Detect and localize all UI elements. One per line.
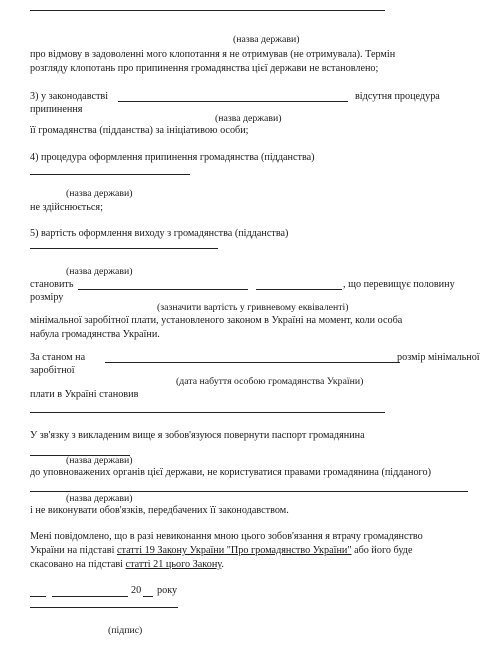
cost-caption: (зазначити вартість у гривневому еквіваленті): [157, 302, 349, 313]
article-19-link[interactable]: статті 19 Закону України "Про громадянство України": [116, 545, 352, 556]
cost-prefix: становить: [30, 279, 74, 290]
blank-line: [30, 491, 468, 492]
blank-line: [30, 412, 385, 413]
notice-line-3: скасовано на підставі статті 21 цього Закону.: [30, 559, 224, 570]
asof-suffix: розмір мінімальної: [397, 352, 480, 363]
state-caption: (назва держави): [66, 188, 133, 199]
cost-line-2: розміру: [30, 292, 64, 303]
blank-line: [30, 248, 218, 249]
blank-line: [30, 10, 385, 11]
item-3-prefix: 3) у законодавстві: [30, 91, 109, 102]
cost-line-3: мінімальної заробітної плати, установленого законом в Україні на момент, коли особа: [30, 315, 403, 326]
blank-line: [143, 596, 153, 597]
blank-line: [30, 174, 190, 175]
undertake-text: У зв'язку з викладеним вище я зобов'язуюся повернути паспорт громадянина: [30, 430, 365, 441]
article-21-link[interactable]: статті 21 цього Закону: [125, 559, 222, 570]
item-3-suffix: відсутня процедура: [355, 91, 440, 102]
state-caption: (назва держави): [233, 34, 300, 45]
obligations-text: і не виконувати обов'язків, передбачених її законодавством.: [30, 505, 289, 516]
notice-line-2: України на підставі статті 19 Закону України "Про громадянство України" або його буде: [30, 545, 413, 556]
state-caption: (назва держави): [215, 113, 282, 124]
state-caption: (назва держави): [66, 455, 133, 466]
blank-line: [30, 596, 46, 597]
asof-caption: (дата набуття особою громадянства України): [176, 376, 364, 387]
item-4-text: 4) процедура оформлення припинення громадянства (підданства): [30, 152, 315, 163]
refusal-text: про відмову в задоволенні мого клопотання я не отримував (не отримувала). Термін: [30, 49, 396, 60]
date-year: 20: [131, 585, 142, 596]
signature-line: [30, 607, 178, 608]
not-performed-text: не здійснюється;: [30, 202, 103, 213]
blank-line: [256, 289, 342, 290]
item-3-line-3: її громадянства (підданства) за ініціативою особи;: [30, 125, 249, 136]
refusal-text-2: розгляду клопотань про припинення громадянства цієї держави не встановлено;: [30, 63, 379, 74]
item-3-line-2: припинення: [30, 104, 83, 115]
blank-line: [118, 101, 348, 102]
asof-prefix: За станом на: [30, 352, 86, 363]
cost-suffix: , що перевищує половину: [343, 279, 455, 290]
asof-line-3: плати в Україні становив: [30, 389, 139, 400]
return-text: до уповноважених органів цієї держави, не користуватися правами громадянина (підданого): [30, 467, 431, 478]
cost-line-4: набула громадянства України.: [30, 329, 160, 340]
state-caption: (назва держави): [66, 266, 133, 277]
notice-line-1: Мені повідомлено, що в разі невиконання мною цього зобов'язання я втрачу громадянство: [30, 531, 423, 542]
blank-line: [52, 596, 128, 597]
blank-line: [78, 289, 248, 290]
date-suffix: року: [157, 585, 178, 596]
signature-caption: (підпис): [108, 625, 143, 636]
item-5-text: 5) вартість оформлення виходу з громадянства (підданства): [30, 228, 289, 239]
blank-line: [105, 362, 400, 363]
state-caption: (назва держави): [66, 493, 133, 504]
asof-line-2: заробітної: [30, 365, 75, 376]
